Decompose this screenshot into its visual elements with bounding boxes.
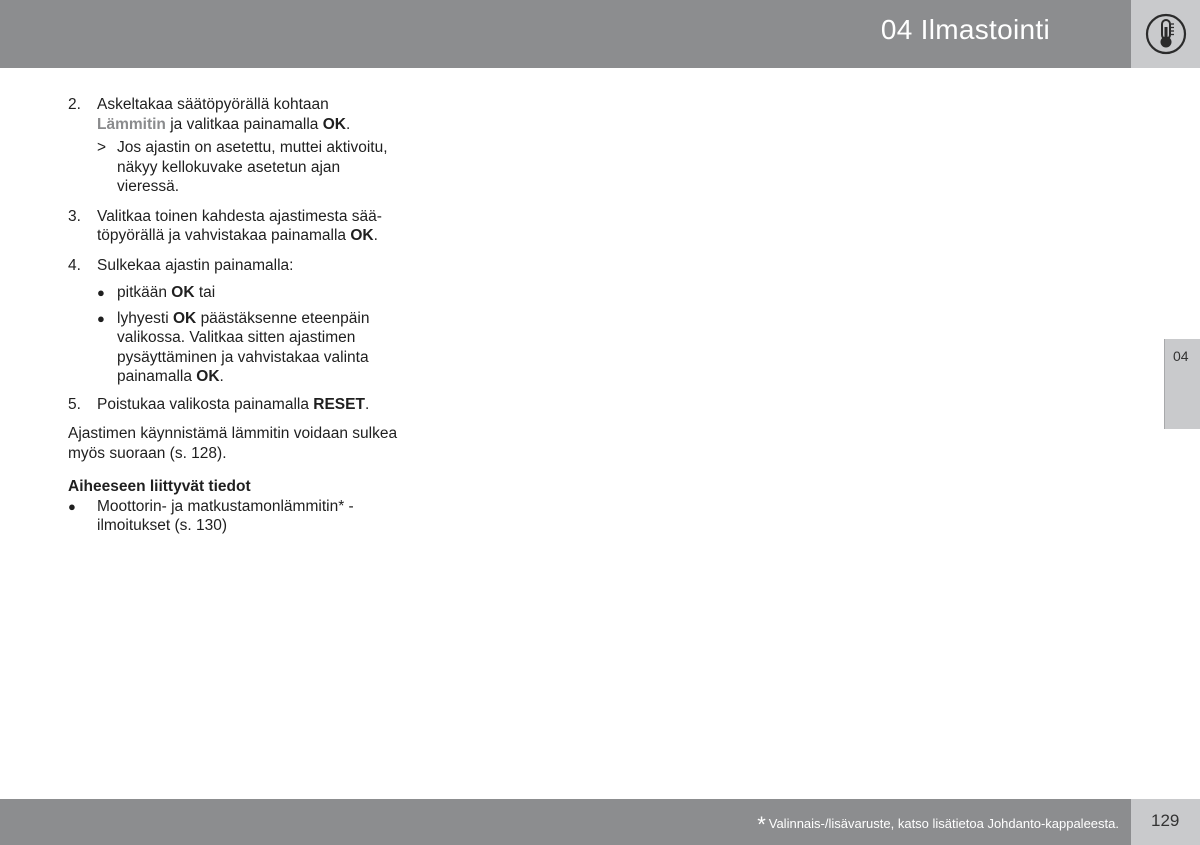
step-text: Sulkekaa ajastin painamalla: [97,256,294,274]
step-number: 5. [68,395,81,413]
punctuation: . [373,227,378,244]
step-3 [68,207,403,246]
bullet-item [97,283,403,303]
related-link[interactable]: Moottorin- ja matkustamonlämmitin* - ilmoitukset (s. 130) [97,497,354,534]
step-number: 3. [68,207,81,225]
step-number: 2. [68,96,81,113]
chapter-title: 04 Ilmastointi [880,14,1050,45]
bullet-text-mid: päästäksenne eteenpäin valikossa. Valitkaa sitten ajastimen pysäyttäminen ja vahvistakaa valinta painamalla [117,309,370,385]
step-text-mid: ja valitkaa painamalla [170,115,319,133]
step-number: 4. [68,256,81,274]
bullet-icon: ● [68,498,76,514]
result-text: Jos ajastin on asetettu, muttei aktivoitu, näkyy kellokuvake asetetun ajan vieressä. [117,139,388,195]
page-number-box [1131,799,1200,845]
ok-key: OK [171,284,195,301]
chapter-side-tab[interactable] [1164,339,1200,429]
page-number: 129 [1151,811,1180,830]
step-2 [68,95,403,197]
bullet-text: pitkään [117,284,167,301]
bullet-text: lyhyesti [117,309,169,327]
step-text: Valitkaa toinen kahdesta ajastimesta säätöpyörällä ja vahvistakaa painamalla [97,207,382,244]
footnote [757,812,1119,838]
ok-key: OK [173,309,197,327]
chapter-header [0,0,1131,68]
result-mark: > [97,139,107,156]
step-result [97,138,403,197]
footnote-text: Valinnais-/lisävaruste, katso lisätietoa Johdanto-kappaleesta. [768,816,1119,831]
ok-key: OK [350,227,374,244]
related-item[interactable] [68,497,403,536]
ok-key: OK [196,368,220,385]
punctuation: . [219,368,224,385]
side-tab-label: 04 [1173,348,1189,364]
bullet-icon: ● [97,310,105,326]
step-text: Poistukaa valikosta painamalla [97,395,309,413]
step-text: Askeltakaa säätöpyörällä kohtaan [97,96,329,113]
punctuation: . [364,395,370,413]
reset-key: RESET [313,395,365,413]
ok-key: OK [322,115,346,133]
body-paragraph: Ajastimen käynnistämä lämmitin voidaan sulkea myös suoraan (s. 128). [68,425,398,462]
punctuation: . [345,115,351,133]
step-4 [68,256,403,276]
main-content [68,95,403,536]
bullet-item [97,309,403,387]
chapter-icon-box [1131,0,1200,68]
thermometer-icon [1145,13,1187,55]
step-5 [68,395,403,415]
related-heading: Aiheeseen liittyvät tiedot [68,478,251,495]
page-footer [0,799,1131,845]
asterisk: * [757,812,766,837]
bullet-icon: ● [97,285,105,300]
menu-item-reference: Lämmitin [97,115,166,133]
bullet-text-end: tai [198,284,216,301]
